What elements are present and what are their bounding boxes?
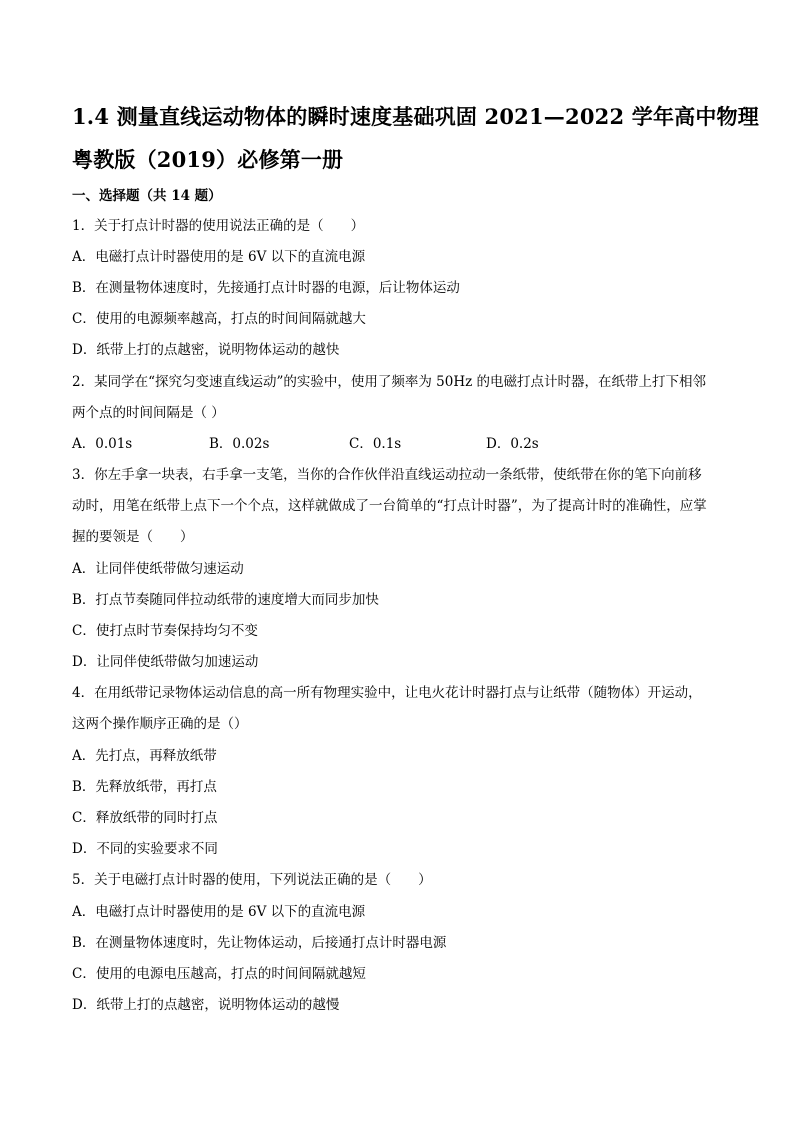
question-2-option-d: D．0.2s	[486, 436, 539, 452]
question-1-option-a: A．电磁打点计时器使用的是 6V 以下的直流电源	[72, 249, 366, 265]
section-heading: 一、选择题（共 14 题）	[72, 188, 222, 204]
question-5-stem: 5．关于电磁打点计时器的使用，下列说法正确的是（ ）	[72, 872, 432, 888]
question-3-option-c: C．使打点时节奏保持均匀不变	[72, 623, 258, 639]
question-5-option-d: D．纸带上打的点越密，说明物体运动的越慢	[72, 997, 340, 1013]
question-2-options	[72, 435, 732, 453]
question-5-option-c: C．使用的电源电压越高，打点的时间间隔就越短	[72, 966, 366, 982]
question-4-stem-line-2: 这两个操作顺序正确的是（）	[72, 716, 248, 732]
question-2-stem-line-1: 2．某同学在“探究匀变速直线运动”的实验中，使用了频率为 50Hz 的电磁打点计时器，在纸带上打下相邻	[72, 374, 707, 390]
question-3-stem-line-2: 动时，用笔在纸带上点下一个个点，这样就做成了一台简单的“打点计时器”，为了提高计时的准确性，应掌	[72, 498, 707, 514]
question-5-option-a: A．电磁打点计时器使用的是 6V 以下的直流电源	[72, 904, 366, 920]
question-2-option-a: A．0.01s	[72, 436, 133, 452]
question-1-option-b: B．在测量物体速度时，先接通打点计时器的电源，后让物体运动	[72, 280, 460, 296]
question-2-stem-line-2: 两个点的时间间隔是（ ）	[72, 405, 225, 421]
document-title-line-2: 粤教版（2019）必修第一册	[72, 147, 344, 172]
question-1-option-d: D．纸带上打的点越密，说明物体运动的越快	[72, 342, 340, 358]
question-4-stem-line-1: 4．在用纸带记录物体运动信息的高一所有物理实验中，让电火花计时器打点与让纸带（随物体）开运动，	[72, 685, 702, 701]
question-3-stem-line-1: 3．你左手拿一块表，右手拿一支笔，当你的合作伙伴沿直线运动拉动一条纸带，使纸带在你的笔下向前移	[72, 467, 702, 483]
question-4-option-b: B．先释放纸带，再打点	[72, 779, 217, 795]
question-3-option-a: A．让同伴使纸带做匀速运动	[72, 561, 244, 577]
question-3-stem-line-3: 握的要领是（ ）	[72, 529, 194, 545]
question-3-option-b: B．打点节奏随同伴拉动纸带的速度增大而同步加快	[72, 592, 379, 608]
question-2-option-b: B．0.02s	[209, 436, 270, 452]
question-4-option-a: A．先打点，再释放纸带	[72, 748, 217, 764]
document-title-line-1: 1.4 测量直线运动物体的瞬时速度基础巩固 2021—2022 学年高中物理	[72, 104, 759, 129]
question-3-option-d: D．让同伴使纸带做匀加速运动	[72, 654, 259, 670]
question-1-option-c: C．使用的电源频率越高，打点的时间间隔就越大	[72, 311, 366, 327]
question-2-option-c: C．0.1s	[349, 436, 402, 452]
question-5-option-b: B．在测量物体速度时，先让物体运动，后接通打点计时器电源	[72, 935, 447, 951]
question-4-option-d: D．不同的实验要求不同	[72, 841, 218, 857]
question-1-stem: 1．关于打点计时器的使用说法正确的是（ ）	[72, 218, 365, 234]
question-4-option-c: C．释放纸带的同时打点	[72, 810, 218, 826]
